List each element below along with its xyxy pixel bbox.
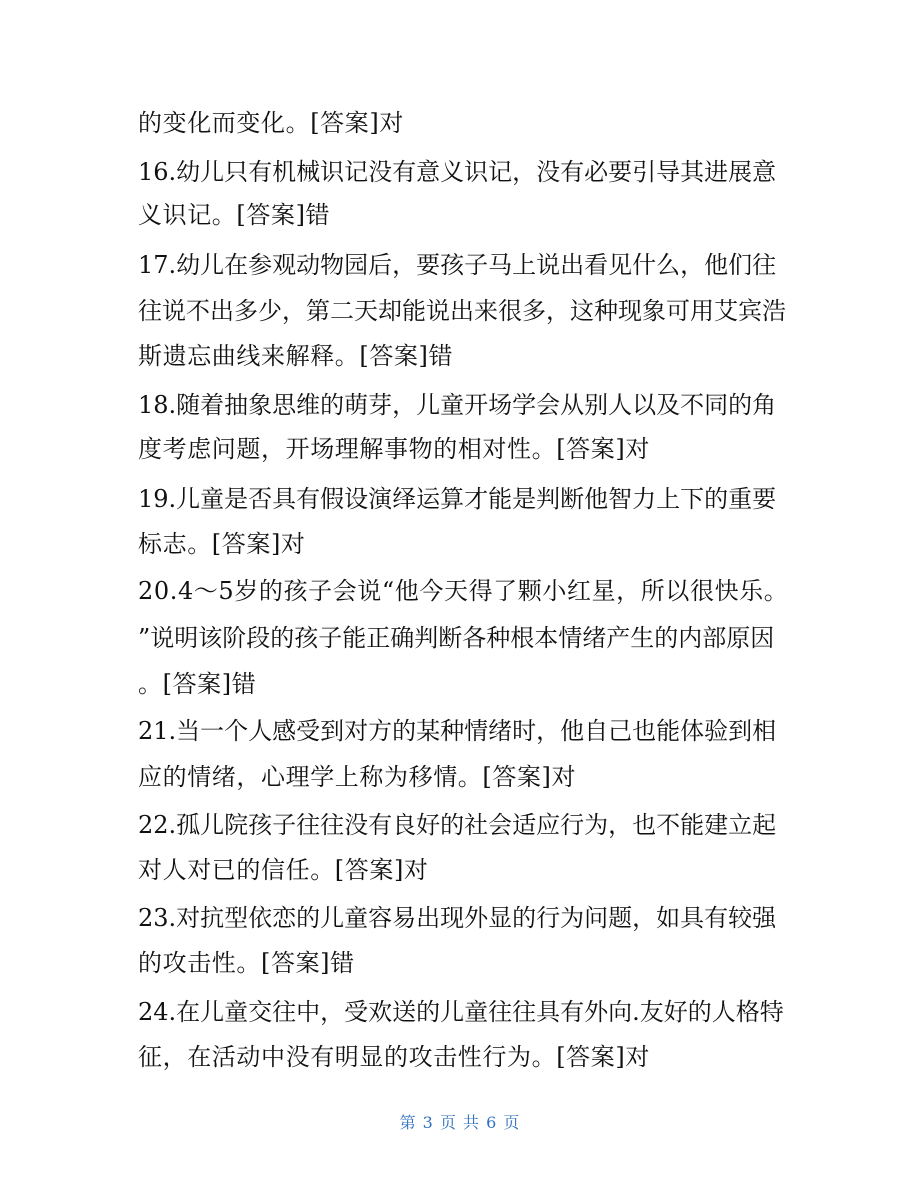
text-line: 24.在儿童交往中，受欢送的儿童往往具有外向.友好的人格特: [138, 998, 784, 1026]
text-line: 23.对抗型依恋的儿童容易出现外显的行为问题，如具有较强: [138, 904, 777, 932]
text-line: ”说明该阶段的孩子能正确判断各种根本情绪产生的内部原因: [138, 624, 775, 652]
text-line: 19.儿童是否具有假设演绎运算才能是判断他智力上下的重要: [138, 485, 777, 513]
text-line: 度考虑问题，开场理解事物的相对性。[答案]对: [138, 435, 650, 463]
text-line: 的攻击性。[答案]错: [138, 949, 355, 977]
text-line: 18.随着抽象思维的萌芽，儿童开场学会从别人以及不同的角: [138, 391, 777, 419]
text-line: 标志。[答案]对: [138, 530, 306, 558]
text-line: 对人对已的信任。[答案]对: [138, 856, 429, 884]
page-number-footer: 第 3 页 共 6 页: [399, 1113, 521, 1132]
text-line: 义识记。[答案]错: [138, 201, 331, 229]
text-line: 22.孤儿院孩子往往没有良好的社会适应行为，也不能建立起: [138, 811, 777, 839]
text-line: 应的情绪，心理学上称为移情。[答案]对: [138, 763, 577, 791]
text-line: 往说不出多少，第二天却能说出来很多，这种现象可用艾宾浩: [138, 297, 786, 325]
text-line: 。[答案]错: [138, 670, 257, 698]
text-line: 20.4～5岁的孩子会说“他今天得了颗小红星，所以很快乐。: [138, 577, 789, 605]
text-line: 征，在活动中没有明显的攻击性行为。[答案]对: [138, 1043, 650, 1071]
text-line: 斯遗忘曲线来解释。[答案]错: [138, 342, 454, 370]
text-line: 17.幼儿在参观动物园后，要孩子马上说出看见什么，他们往: [138, 251, 777, 279]
text-line: 的变化而变化。[答案]对: [138, 109, 404, 137]
text-line: 16.幼儿只有机械识记没有意义识记，没有必要引导其进展意: [138, 158, 777, 186]
text-line: 21.当一个人感受到对方的某种情绪时，他自己也能体验到相: [138, 717, 777, 745]
